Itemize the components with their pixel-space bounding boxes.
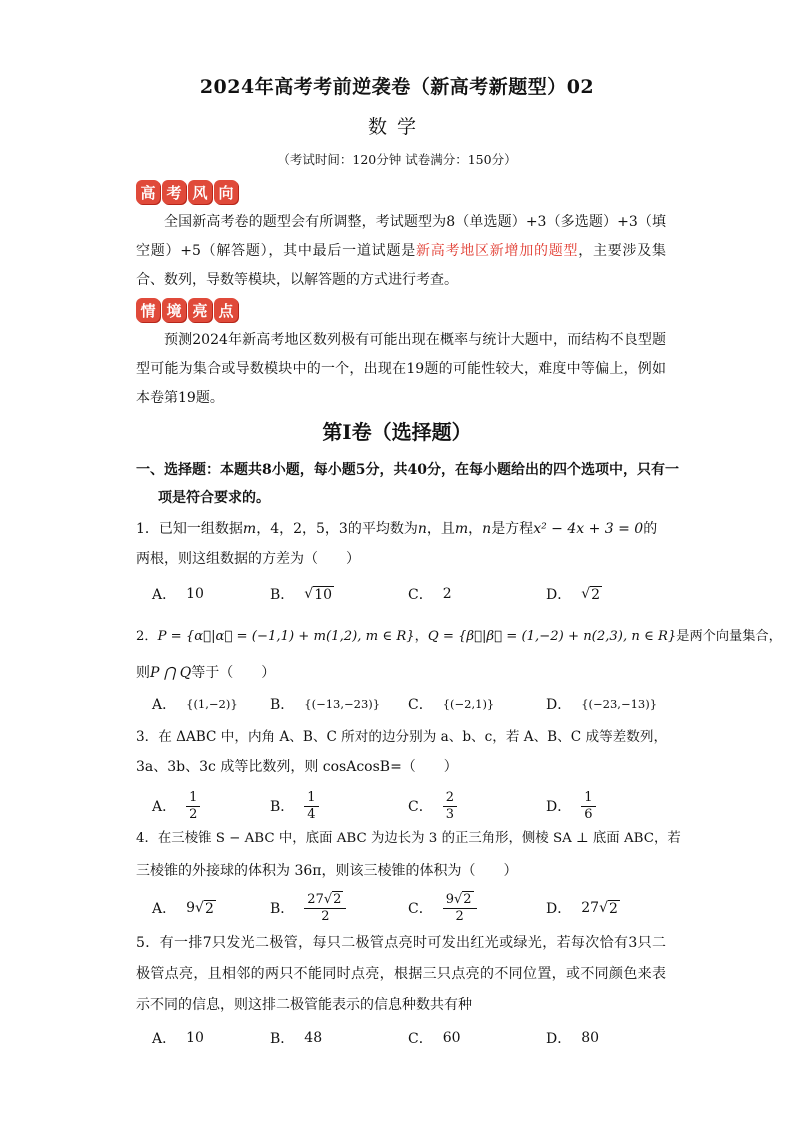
radicand: 2: [463, 891, 472, 907]
denominator: 2: [189, 806, 198, 822]
q1-text: ，4，2，5，3的平均数为: [256, 521, 418, 537]
section-instruction: 一、选择题：本题共8小题，每小题5分，共40分，在每小题给出的四个选项中，只有一项是符合要求的。: [136, 462, 679, 506]
denominator: 6: [584, 806, 593, 822]
trend-text-2: ，主要涉及集合、数列，导数等模块，以解答题的方式进行考查。: [136, 243, 667, 288]
gaokao-fengxiang-banner: [136, 180, 238, 204]
q3-option-b[interactable]: [270, 790, 319, 823]
question-5: 5．有一排7只发光二极管，每只二极管点亮时可发出红光或绿光，若每次恰有3只二极管点亮，且相邻的两只不能同时点亮，根据三只点亮的不同位置，或不同颜色来表示不同的信息，则这排二极管能表示的信息种数共有种: [136, 935, 666, 1013]
q1-option-a[interactable]: [152, 584, 204, 604]
option-label: D．: [546, 1031, 572, 1047]
option-label: A．: [152, 587, 177, 603]
banner-char: 风: [188, 180, 212, 204]
q4-options: [152, 888, 672, 928]
coefficient: 27: [581, 900, 600, 916]
option-value: 60: [442, 1030, 461, 1046]
q2-option-d[interactable]: [546, 694, 657, 714]
numerator: 1: [581, 790, 595, 807]
option-value: 48: [304, 1030, 323, 1046]
q1-text: 1．已知一组数据: [136, 521, 243, 537]
q5-options: [152, 1024, 672, 1052]
option-label: A．: [152, 697, 177, 713]
numerator: 1: [304, 790, 318, 807]
q2-set-q: Q = {β⃗|β⃗ = (1,−2) + n(2,3), n ∈ R}: [427, 629, 677, 644]
option-label: B．: [270, 799, 295, 815]
question-3: 3．在 ΔABC 中，内角 A、B、C 所对的边分别为 a、b、c，若 A、B、C 成等差数列，: [136, 729, 668, 745]
q5-option-b[interactable]: [270, 1028, 322, 1048]
q3-option-d[interactable]: [546, 790, 596, 823]
exam-meta: （考试时间：120分钟 试卷满分：150分）: [277, 152, 517, 167]
fraction: [581, 790, 595, 823]
q5-option-a[interactable]: [152, 1028, 204, 1048]
option-value: 80: [581, 1030, 600, 1046]
fraction: [304, 790, 318, 823]
q2-intersection: P ⋂ Q: [150, 665, 192, 681]
q2-option-b[interactable]: [270, 694, 380, 714]
q2-option-c[interactable]: [408, 694, 494, 714]
option-label: C．: [408, 1031, 433, 1047]
q1-var-n: n: [482, 521, 492, 537]
q3-options: [152, 786, 672, 826]
option-value: 10: [186, 586, 204, 602]
q2-text: 等于（ ）: [191, 665, 276, 681]
option-value: {(1,−2)}: [186, 697, 238, 711]
question-2: [136, 622, 782, 652]
q1-option-b[interactable]: [270, 584, 334, 604]
q1-option-d[interactable]: [546, 584, 602, 604]
option-label: B．: [270, 901, 295, 917]
denominator: 3: [445, 806, 454, 822]
q4-option-d[interactable]: [546, 898, 620, 918]
numerator: 2: [443, 790, 457, 807]
q1-text: 的两根，则这组数据的方差为（ ）: [136, 521, 658, 567]
q1-var-n: n: [417, 521, 427, 537]
q1-option-c[interactable]: [408, 584, 452, 604]
option-label: A．: [152, 901, 177, 917]
option-label: D．: [546, 697, 572, 713]
option-label: D．: [546, 799, 572, 815]
q1-options: [152, 580, 672, 608]
denominator: 2: [321, 908, 330, 924]
question-4-line2: 三棱锥的外接球的体积为 36π，则该三棱锥的体积为（ ）: [136, 863, 518, 879]
q4-option-b[interactable]: [270, 892, 346, 925]
option-label: B．: [270, 587, 295, 603]
numerator: 9√2: [443, 892, 477, 909]
q2-number: 2．: [136, 629, 158, 644]
q1-text: 是方程: [491, 521, 534, 537]
fraction: [186, 790, 200, 823]
option-value: {(−23,−13)}: [581, 697, 658, 711]
fraction: [304, 892, 346, 925]
option-label: B．: [270, 697, 295, 713]
denominator: 2: [455, 908, 464, 924]
option-value: {(−13,−23)}: [304, 697, 381, 711]
option-label: A．: [152, 1031, 177, 1047]
exam-title: 2024年高考考前逆袭卷（新高考新题型）02: [199, 76, 595, 98]
option-label: C．: [408, 799, 433, 815]
coefficient: 27: [307, 891, 324, 907]
q2-text: 则: [136, 665, 150, 681]
trend-text-1: 全国新高考卷的题型会有所调整，考试题型为8（单选题）+3（多选题）+3（填空题）+5（解答题），其中最后一道试题是: [136, 214, 666, 259]
sqrt-sign: √: [599, 900, 608, 916]
fraction: [443, 790, 457, 823]
option-value: {(−2,1)}: [442, 697, 495, 711]
option-value: 2: [442, 586, 452, 602]
banner-char: 亮: [188, 298, 212, 322]
question-3-line2: 3a、3b、3c 成等比数列，则 cosAcosB=（ ）: [136, 759, 458, 775]
banner-char: 情: [136, 298, 160, 322]
option-value: 10: [314, 586, 333, 603]
banner-char: 考: [162, 180, 186, 204]
subject-heading: 数学: [367, 116, 426, 138]
option-value: 2: [591, 586, 601, 603]
sqrt-sign: √: [304, 586, 314, 602]
trend-paragraph: [136, 208, 666, 295]
question-4: 4．在三棱锥 S − ABC 中，底面 ABC 为边长为 3 的正三角形，侧棱 SA ⊥ 底面 ABC，若: [136, 831, 681, 846]
option-label: B．: [270, 1031, 295, 1047]
option-label: D．: [546, 901, 572, 917]
q5-option-d[interactable]: [546, 1028, 599, 1048]
banner-char: 高: [136, 180, 160, 204]
fraction: [443, 892, 477, 925]
q1-var-m: m: [242, 521, 257, 537]
coefficient: 9: [445, 891, 454, 907]
option-label: C．: [408, 587, 433, 603]
banner-char: 向: [214, 180, 238, 204]
q1-text: ，: [468, 521, 483, 537]
trend-highlight: 新高考地区新增加的题型: [415, 243, 579, 259]
q2-options: [152, 690, 672, 718]
option-value: 10: [186, 1030, 204, 1046]
radicand: 2: [204, 900, 214, 917]
highlight-paragraph: 预测2024年新高考地区数列极有可能出现在概率与统计大题中，而结构不良型题型可能为集合或导数模块中的一个，出现在19题的可能性较大，难度中等偏上，例如本卷第19题。: [136, 332, 666, 406]
q1-equation: x² − 4x + 3 = 0: [533, 521, 644, 537]
q4-option-c[interactable]: [408, 892, 477, 925]
q3-option-c[interactable]: [408, 790, 457, 823]
radicand: 2: [333, 891, 342, 907]
radicand: 2: [608, 900, 618, 917]
question-1: [136, 514, 666, 574]
sqrt-sign: √: [581, 586, 591, 602]
q4-option-a[interactable]: [152, 898, 216, 918]
q2-option-a[interactable]: [152, 694, 238, 714]
option-label: C．: [408, 697, 433, 713]
sqrt-sign: √: [195, 900, 204, 916]
denominator: 4: [307, 806, 316, 822]
q1-var-m: m: [454, 521, 469, 537]
q2-text: ，: [414, 629, 428, 644]
option-label: D．: [546, 587, 572, 603]
qingjing-liangdian-banner: [136, 298, 238, 322]
banner-char: 点: [214, 298, 238, 322]
numerator: 27√2: [304, 892, 346, 909]
section-title: 第I卷（选择题）: [322, 420, 472, 444]
q2-text: 是两个向量集合，: [676, 629, 782, 644]
q3-option-a[interactable]: [152, 790, 200, 823]
numerator: 1: [186, 790, 200, 807]
option-label: C．: [408, 901, 433, 917]
q5-option-c[interactable]: [408, 1028, 461, 1048]
option-label: A．: [152, 799, 177, 815]
question-2-line2: [136, 658, 666, 688]
banner-char: 境: [162, 298, 186, 322]
q1-text: ，且: [426, 521, 455, 537]
q2-set-p: P = {α⃗|α⃗ = (−1,1) + m(1,2), m ∈ R}: [157, 629, 415, 644]
coefficient: 9: [186, 900, 196, 916]
